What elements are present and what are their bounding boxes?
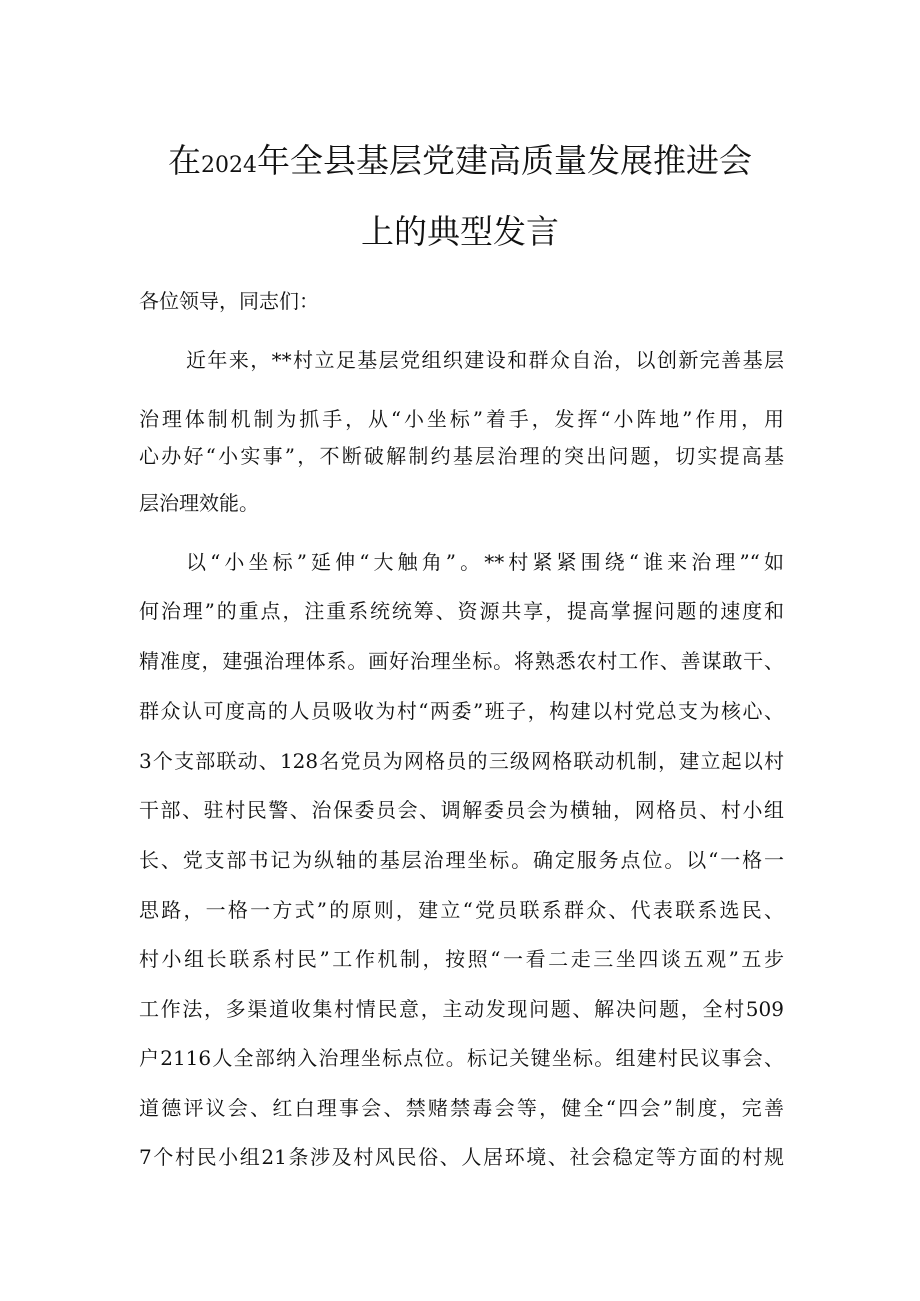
paragraph-2-line-9: 村小组长联系村民”工作机制，按照“一看二走三坐四谈五观”五步 bbox=[139, 947, 784, 971]
paragraph-1-line-1: 近年来，**村立足基层党组织建设和群众自治，以创新完善基层 bbox=[186, 348, 784, 372]
paragraph-2-line-4: 群众认可度高的人员吸收为村“两委”班子，构建以村党总支为核心、 bbox=[139, 699, 784, 723]
paragraph-2-line-12: 道德评议会、红白理事会、禁赌禁毒会等，健全“四会”制度，完善 bbox=[139, 1096, 784, 1120]
paragraph-2-line-1: 以“小坐标”延伸“大触角”。**村紧紧围绕“谁来治理”“如 bbox=[186, 550, 784, 574]
title-year: 2024 bbox=[201, 153, 257, 178]
paragraph-2-line-10: 工作法，多渠道收集村情民意，主动发现问题、解决问题，全村509 bbox=[139, 997, 784, 1021]
paragraph-2-line-13: 7个村民小组21条涉及村风民俗、人居环境、社会稳定等方面的村规 bbox=[139, 1145, 784, 1169]
paragraph-1-line-3: 心办好“小实事”，不断破解制约基层治理的突出问题，切实提高基 bbox=[139, 444, 784, 468]
paragraph-2-line-8: 思路，一格一方式”的原则，建立“党员联系群众、代表联系选民、 bbox=[139, 898, 784, 922]
title-suffix: 年全县基层党建高质量发展推进会 bbox=[257, 141, 752, 180]
paragraph-2-line-6: 干部、驻村民警、治保委员会、调解委员会为横轴，网格员、村小组 bbox=[139, 798, 784, 822]
paragraph-2-line-7: 长、党支部书记为纵轴的基层治理坐标。确定服务点位。以“一格一 bbox=[139, 848, 784, 872]
salutation: 各位领导，同志们： bbox=[139, 289, 319, 313]
paragraph-2-line-11: 户2116人全部纳入治理坐标点位。标记关键坐标。组建村民议事会、 bbox=[139, 1046, 784, 1070]
paragraph-2-line-2: 何治理”的重点，注重系统统筹、资源共享，提高掌握问题的速度和 bbox=[139, 599, 784, 623]
paragraph-1-line-4: 层治理效能。 bbox=[139, 491, 259, 515]
document-title-line-1 bbox=[0, 141, 920, 186]
paragraph-2-line-5: 3个支部联动、128名党员为网格员的三级网格联动机制，建立起以村 bbox=[139, 749, 784, 773]
paragraph-2-line-3: 精准度，建强治理体系。画好治理坐标。将熟悉农村工作、善谋敢干、 bbox=[139, 649, 784, 673]
paragraph-1-line-2: 治理体制机制为抓手，从“小坐标”着手，发挥“小阵地”作用，用 bbox=[139, 407, 784, 431]
document-title-line-2: 上的典型发言 bbox=[361, 212, 559, 251]
title-prefix: 在 bbox=[168, 141, 201, 180]
